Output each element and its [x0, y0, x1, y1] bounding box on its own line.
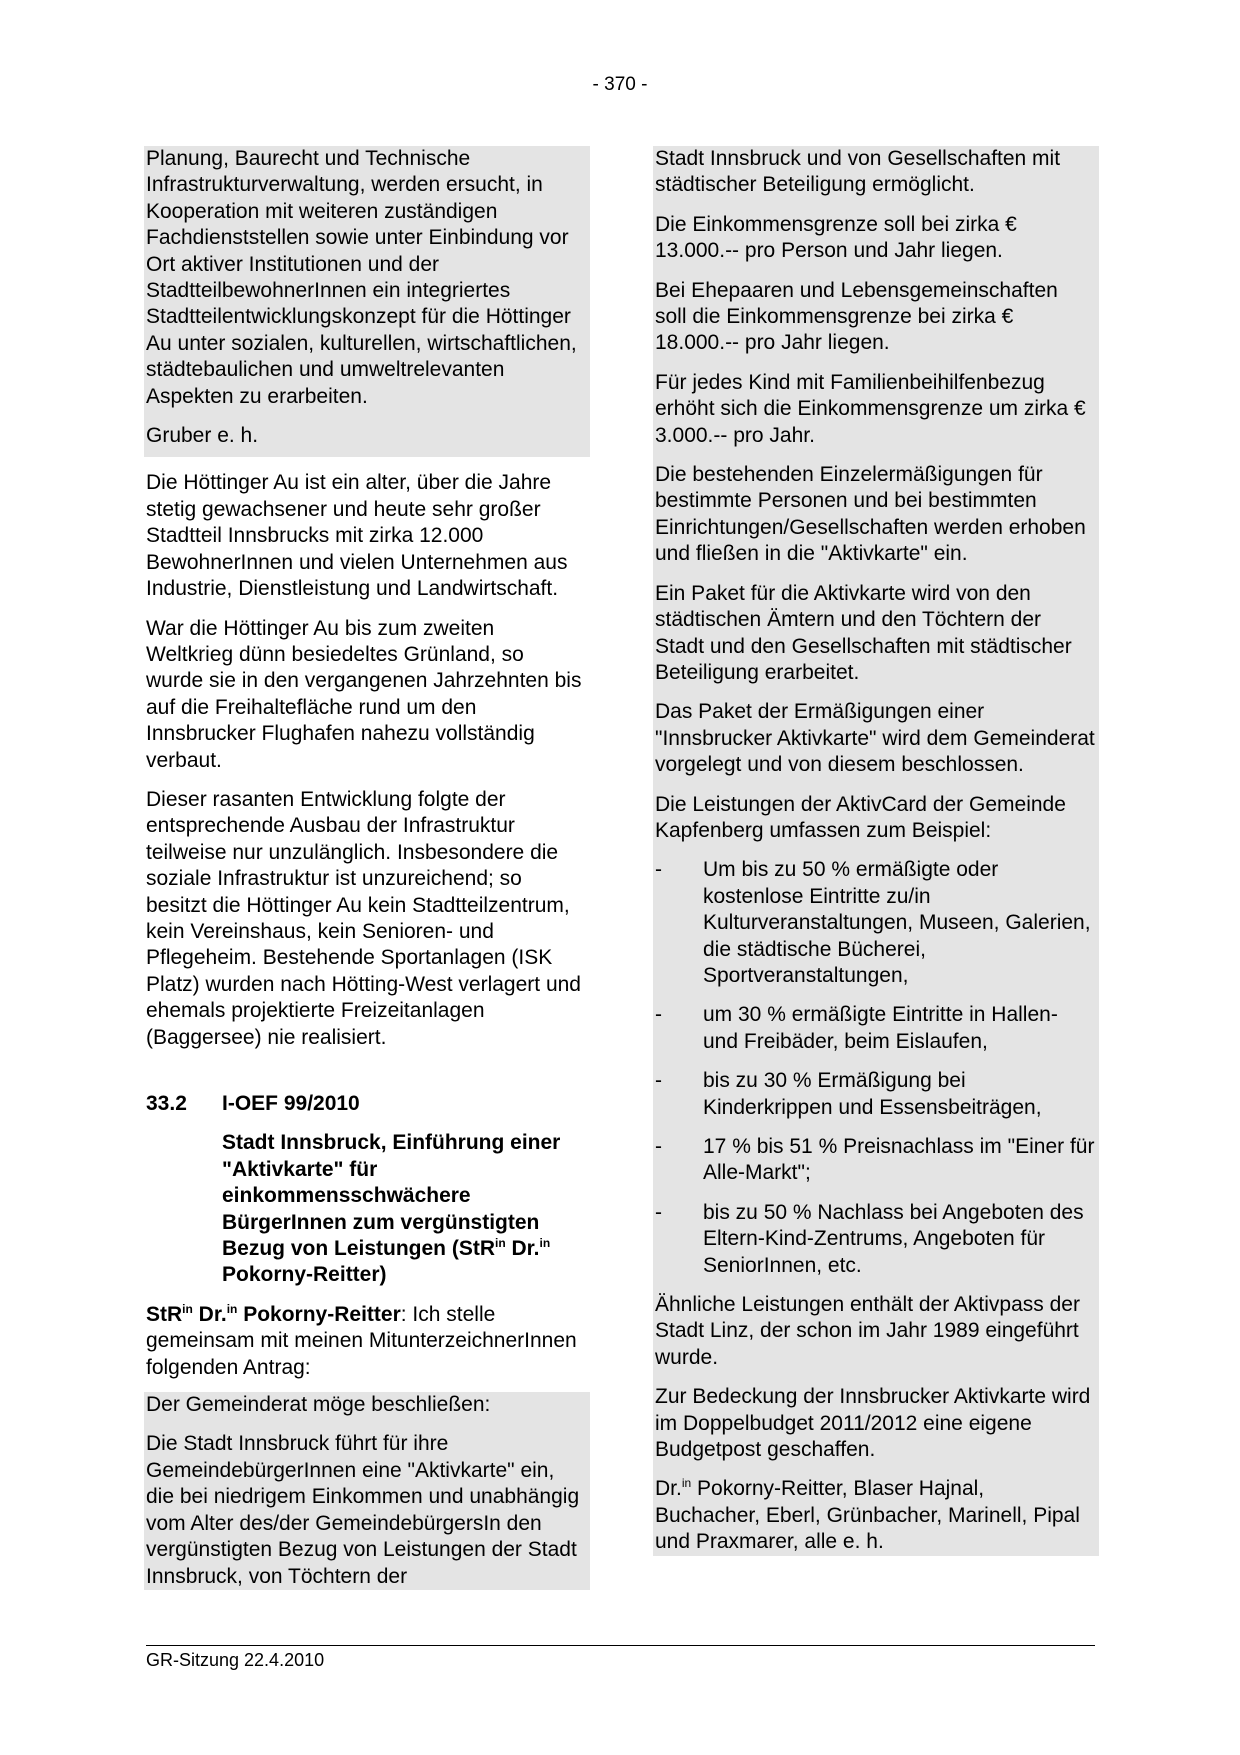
list-item: - bis zu 50 % Nachlass bei Angeboten des Eltern-Kind-Zentrums, Angeboten für SeniorInnen, etc. [655, 1200, 1084, 1277]
shaded-block-motion-end [144, 146, 590, 457]
page-number: - 370 - [592, 74, 648, 95]
paragraph: Stadt Innsbruck und von Gesellschaften mit städtischer Beteiligung ermöglicht. [655, 147, 1061, 197]
paragraph-signature: Gruber e. h. [146, 424, 259, 448]
signature-paragraph: Dr.$^{in}$ Pokorny-Reitter, Blaser Hajnal, Buchacher, Eberl, Grünbacher, Marinell, Pipal und Praxmarer, alle e. h. [655, 1476, 1080, 1554]
paragraph: War die Höttinger Au bis zum zweiten Weltkrieg dünn besiedeltes Grünland, so wurde sie in den vergangenen Jahrzehnten bis auf die Freihaltefläche rund um den Innsbrucker Flughafen nahezu vollständig verbaut. [146, 616, 582, 772]
speaker-name: StR$^{in}$ Dr.$^{in}$ Pokorny-Reitter [146, 1301, 401, 1326]
left-column [146, 146, 586, 1590]
section-code: I-OEF 99/2010 [222, 1092, 360, 1115]
paragraph: Der Gemeinderat möge beschließen: [146, 1393, 491, 1417]
section-subject: Stadt Innsbruck, Einführung einer "Aktivkarte" für einkommensschwächere BürgerInnen zum vergünstigten Bezug von Leistungen (StR$^{in}$ Dr.$^{in}$ Pokorny-Reitter) [222, 1131, 561, 1287]
list-item: - um 30 % ermäßigte Eintritte in Hallen- und Freibäder, beim Eislaufen, [655, 1003, 1058, 1053]
paragraph: Bei Ehepaaren und Lebensgemeinschaften soll die Einkommensgrenze bei zirka € 18.000.-- pro Jahr liegen. [655, 278, 1058, 355]
paragraph: Dieser rasanten Entwicklung folgte der entsprechende Ausbau der Infrastruktur teilweise nur unzulänglich. Insbesondere die soziale Infrastruktur ist unzureichend; so besitzt die Höttinger Au kein Stadtteilzentrum, kein Vereinshaus, kein Senioren- und Pflegeheim. Bestehende Sportanlagen (ISK Platz) wurden nach Hötting-West verlagert und ehemals projektierte Freizeitanlagen (Baggersee) nie realisiert. [146, 787, 581, 1049]
paragraph: Planung, Baurecht und Technische Infrastrukturverwaltung, werden ersucht, in Kooperation mit weiteren zuständigen Fachdienststellen sowie unter Einbindung vor Ort aktiver Institutionen und der StadtteilbewohnerInnen ein integriertes Stadtteilentwicklungskonzept für die Höttinger Au unter sozialen, kulturellen, wirtschaftlichen, städtebaulichen und umweltrelevanten Aspekten zu erarbeiten. [146, 147, 577, 408]
section-heading [146, 1091, 586, 1117]
paragraph: Ein Paket für die Aktivkarte wird von den städtischen Ämtern und den Töchtern der Stadt und den Gesellschaften mit städtischer Beteiligung erarbeitet. [655, 581, 1072, 684]
list-item: - Um bis zu 50 % ermäßigte oder kostenlose Eintritte zu/in Kulturveranstaltungen, Museen, Galerien, die städtische Bücherei, Sportveranstaltungen, [655, 858, 1091, 987]
paragraph: Die Leistungen der AktivCard der Gemeinde Kapfenberg umfassen zum Beispiel: [655, 792, 1066, 842]
list-item: - bis zu 30 % Ermäßigung bei Kinderkrippen und Essensbeiträgen, [655, 1069, 1042, 1119]
paragraph: Die Höttinger Au ist ein alter, über die Jahre stetig gewachsener und heute sehr großer Stadtteil Innsbrucks mit zirka 12.000 BewohnerInnen und vielen Unternehmen aus Industrie, Dienstleistung und Landwirtschaft. [146, 471, 568, 601]
section-number: 33.2 [146, 1092, 187, 1115]
footer: GR-Sitzung 22.4.2010 [146, 1650, 325, 1670]
list-item: - 17 % bis 51 % Preisnachlass im "Einer für Alle-Markt"; [655, 1135, 1095, 1185]
paragraph: Ähnliche Leistungen enthält der Aktivpass der Stadt Linz, der schon im Jahr 1989 eingeführt wurde. [655, 1293, 1080, 1369]
speaker-paragraph: StR$^{in}$ Dr.$^{in}$ Pokorny-Reitter: Ich stelle gemeinsam mit meinen MitunterzeichnerInnen folgenden Antrag: [146, 1301, 577, 1379]
paragraph: Zur Bedeckung der Innsbrucker Aktivkarte wird im Doppelbudget 2011/2012 eine eigene Budgetpost geschaffen. [655, 1385, 1091, 1462]
footer-rule [146, 1645, 1095, 1646]
paragraph: Die bestehenden Einzelermäßigungen für bestimmte Personen und bei bestimmten Einrichtungen/Gesellschaften werden erhoben und fließen in die "Aktivkarte" ein. [655, 463, 1086, 566]
right-column [655, 146, 1095, 1556]
paragraph: Für jedes Kind mit Familienbeihilfenbezug erhöht sich die Einkommensgrenze um zirka € 3.000.-- pro Jahr. [655, 370, 1086, 447]
paragraph: Das Paket der Ermäßigungen einer "Innsbrucker Aktivkarte" wird dem Gemeinderat vorgelegt und von diesem beschlossen. [655, 700, 1095, 777]
paragraph: Die Stadt Innsbruck führt für ihre GemeindebürgerInnen eine "Aktivkarte" ein, die bei niedrigem Einkommen und unabhängig vom Alter des/der GemeindebürgersIn den vergünstigten Bezug von Leistungen der Stadt Innsbruck, von Töchtern der [146, 1432, 580, 1588]
paragraph: Die Einkommensgrenze soll bei zirka € 13.000.-- pro Person und Jahr liegen. [655, 212, 1017, 263]
shaded-block-motion [144, 1392, 590, 1590]
shaded-block-motion-continued [653, 146, 1099, 1556]
